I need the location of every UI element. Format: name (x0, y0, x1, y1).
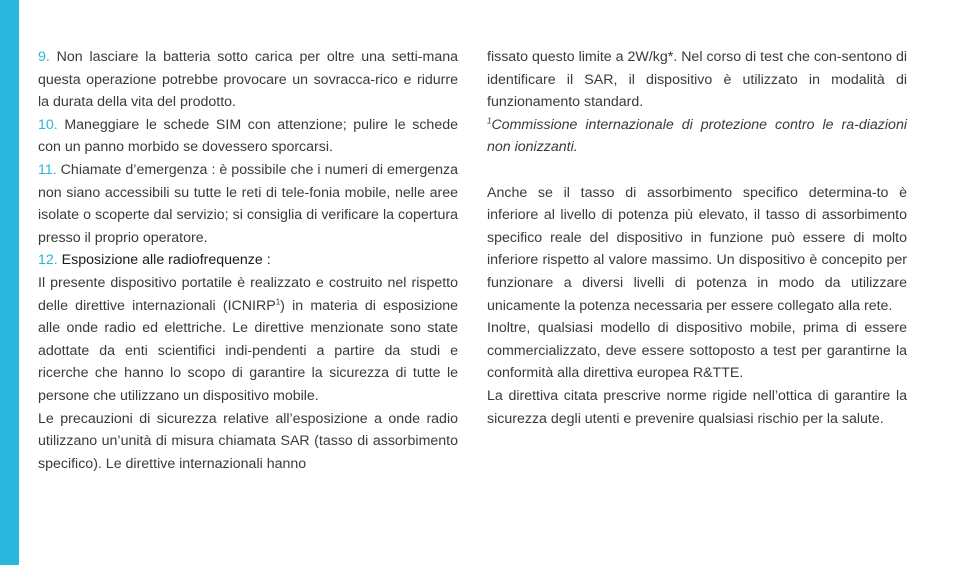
limit-paragraph: fissato questo limite a 2W/kg*. Nel corso di test che con-sentono di identificare il SAR, il dispositivo è utilizzato in modalità di funzionamento standard. (487, 49, 907, 111)
footnote-number: 1 (487, 116, 492, 126)
item-11-text: Chiamate d’emergenza : è possibile che i numeri di emergenza non siano accessibili su tutte le reti di tele-fonia mobile, nelle aree isolate o scoperte dal servizio; si consiglia di verificare la copertura presso il proprio operatore. (38, 161, 458, 246)
item-9-text: Non lasciare la batteria sotto carica per oltre una setti-mana questa operazione potrebbe provocare un sovracca-rico e ridurre la durata della vita del prodotto. (38, 49, 458, 111)
sar-paragraph: Le precauzioni di sicurezza relative all’esposizione a onde radio utilizzano un’unità di misura chiamata SAR (tasso di assorbimento specifico). Le direttive internazionali hanno (38, 410, 458, 472)
paragraph-gap (487, 159, 907, 182)
power-level-paragraph: Anche se il tasso di assorbimento specifico determina-to è inferiore al livello di potenza più elevato, il tasso di assorbimento specifico reale del dispositivo in funzione può essere di molto inferiore rispetto al valore massimo. Un dispositivo è concepito per funzionare a diversi livelli di potenza in modo da utilizzare unicamente la potenza necessaria per essere collegato alla rete. (487, 184, 907, 314)
conformity-paragraph: Inoltre, qualsiasi modello di dispositivo mobile, prima di essere commercializzato, deve essere sottoposto a test per garantirne la conformità alla direttiva europea R&TTE. (487, 320, 907, 382)
item-10-number: 10. (38, 116, 58, 133)
item-11 (38, 159, 458, 249)
item-10-text: Maneggiare le schede SIM con attenzione; pulire le schede con un panno morbido se dovessero sporcarsi. (38, 116, 458, 156)
item-12 (38, 249, 458, 272)
item-12-heading: Esposizione alle radiofrequenze : (57, 252, 271, 269)
directive-paragraph: La direttiva citata prescrive norme rigide nell’ottica di garantire la sicurezza degli utenti e prevenire qualsiasi rischio per la salute. (487, 387, 907, 427)
footnote-text: Commissione internazionale di protezione contro le ra-diazioni non ionizzanti. (487, 116, 907, 156)
footnote (487, 114, 907, 159)
item-12-number: 12. (38, 252, 58, 269)
item-11-number: 11. (38, 161, 57, 178)
paragraph-text-start: Il presente dispositivo portatile è realizzato e costruito nel rispetto delle direttive internazionali (ICNIRP (38, 274, 458, 314)
item-9-number: 9. (38, 49, 50, 65)
left-text-column (38, 46, 458, 475)
paragraph-text-end: ) in materia di esposizione alle onde radio ed elettriche. Le direttive menzionate sono state adottate da enti scientifici indi-pendenti a partire da studi e ricerche che hanno lo scopo di garantire la sicurezza di tutte le persone che utilizzano un dispositivo mobile. (38, 297, 459, 404)
right-text-column (487, 46, 907, 430)
item-9 (38, 46, 458, 114)
radio-exposure-paragraph (38, 272, 458, 408)
footnote-ref: 1 (275, 296, 281, 306)
accent-side-bar (0, 0, 19, 565)
item-10 (38, 114, 458, 159)
